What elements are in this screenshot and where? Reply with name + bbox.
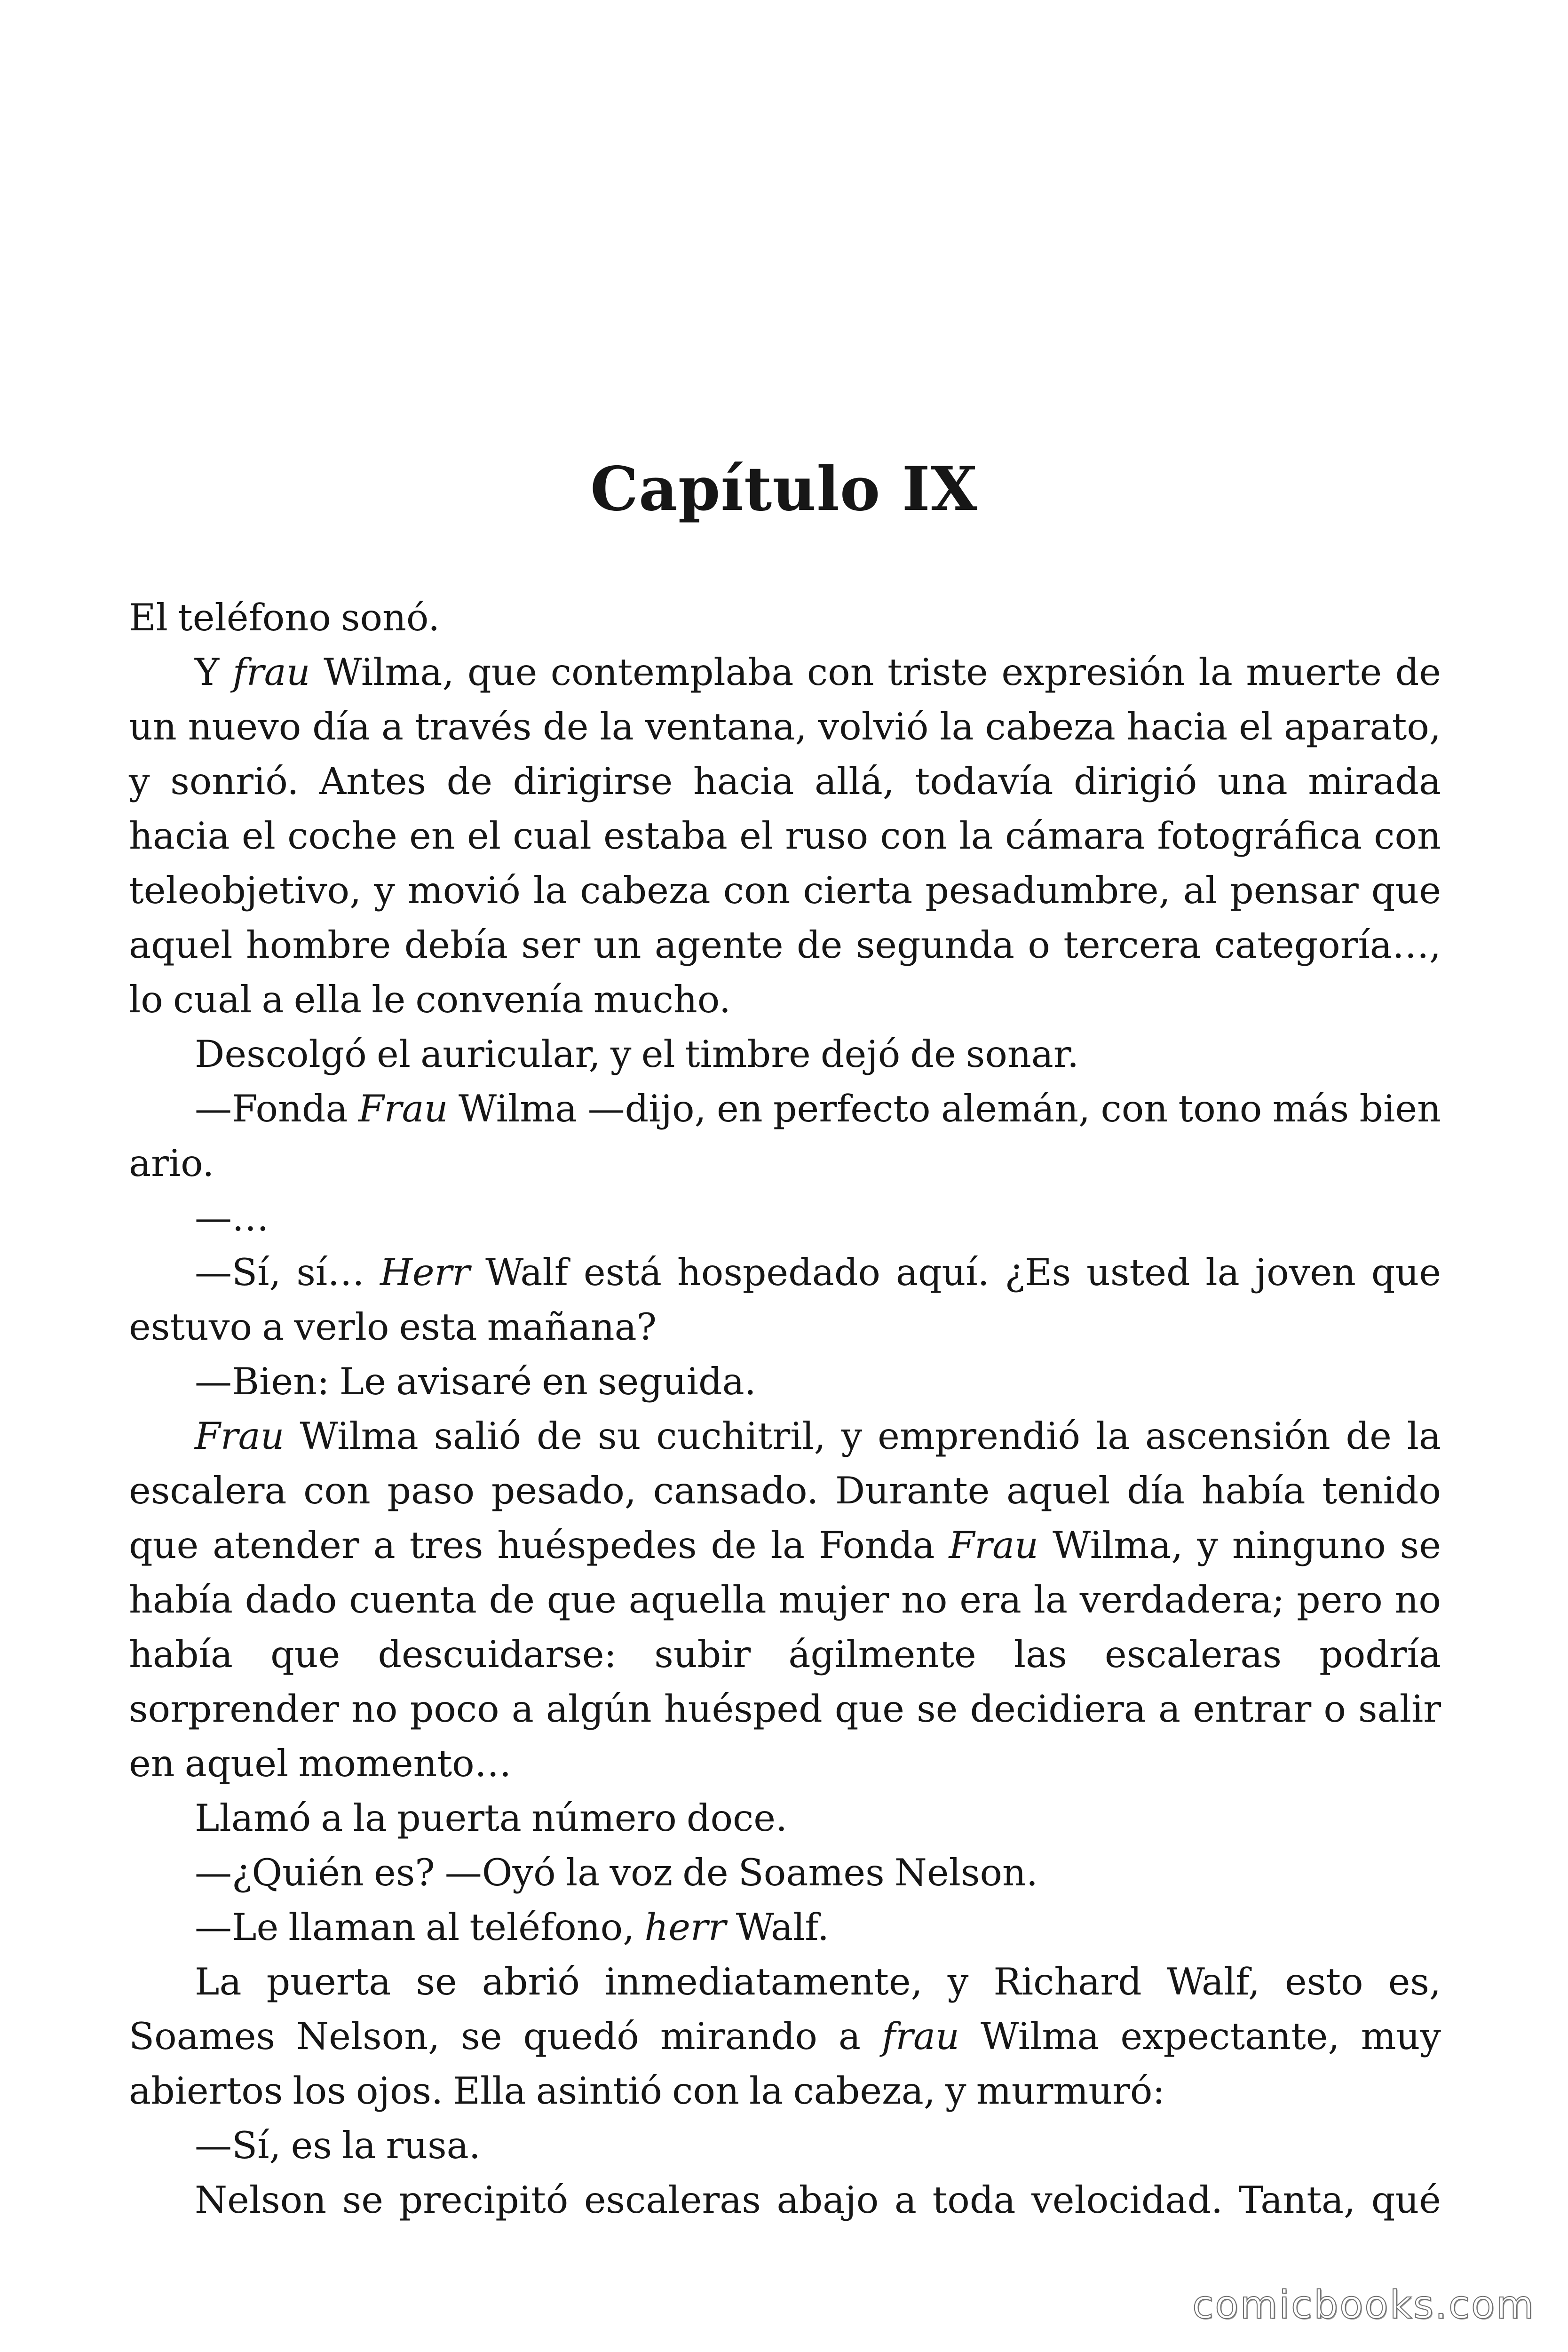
text-run: Wilma, que contemplaba con triste expresión la muerte de un nuevo día a través de la ventana, volvió la cabeza hacia el aparato, y sonrió. Antes de dirigirse hacia allá, todavía dirigió una mirada hacia el coche en el cual estaba el ruso con la cámara fotográfica con teleobjetivo, y movió la cabeza con cierta pesadumbre, al pensar que aquel hombre debía ser un agente de segunda o tercera categoría…, lo cual a ella le convenía mucho. (129, 651, 1441, 1021)
paragraph (129, 1791, 1441, 1845)
text-run: La puerta se abrió inmediatamente, y Richard Walf, esto es, Soames Nelson, se quedó mirando a (129, 1960, 1441, 2058)
text-run: Wilma —dijo, en perfecto alemán, con tono más bien ario. (129, 1087, 1441, 1185)
text-run: —Sí, sí… (195, 1251, 380, 1294)
paragraph (129, 1955, 1441, 2118)
text-run: Wilma expectante, muy abiertos los ojos. Ella asintió con la cabeza, y murmuró: (129, 2015, 1441, 2113)
watermark: comicbooks.com (1192, 2283, 1535, 2328)
italic-run: frau (882, 2015, 959, 2058)
italic-run: Frau (358, 1087, 448, 1130)
paragraph (129, 1900, 1441, 1955)
paragraph (129, 2118, 1441, 2173)
paragraph (129, 1245, 1441, 1354)
paragraph (129, 1081, 1441, 1191)
paragraph (129, 1027, 1441, 1081)
text-run: Nelson se precipitó escaleras abajo a toda velocidad. Tanta, qué (195, 2178, 1441, 2222)
chapter-body (129, 590, 1441, 2227)
paragraph (129, 1191, 1441, 1245)
italic-run: Frau (949, 1524, 1039, 1567)
text-run: —¿Quién es? —Oyó la voz de Soames Nelson. (195, 1851, 1038, 1894)
paragraph (129, 1845, 1441, 1900)
text-run: Walf está hospedado aquí. ¿Es usted la joven que estuvo a verlo esta mañana? (129, 1251, 1441, 1349)
text-run: —Bien: Le avisaré en seguida. (195, 1360, 756, 1403)
paragraph (129, 1409, 1441, 1791)
text-run: Walf. (726, 1906, 829, 1949)
text-run: —Le llaman al teléfono, (195, 1906, 645, 1949)
text-run: —… (195, 1196, 269, 1240)
italic-run: Herr (380, 1251, 470, 1294)
text-run: Llamó a la puerta número doce. (195, 1796, 788, 1840)
paragraph (129, 590, 1441, 645)
chapter-title: Capítulo IX (590, 454, 978, 524)
text-run: Wilma, y ninguno se había dado cuenta de que aquella mujer no era la verdadera; pero no había que descuidarse: subir ágilmente las escaleras podría sorprender no poco a algún huésped que se decidiera a entrar o salir en aquel momento… (129, 1524, 1441, 1785)
italic-run: Frau (195, 1414, 285, 1458)
italic-run: herr (644, 1906, 726, 1949)
italic-run: frau (232, 651, 310, 694)
text-run: —Fonda (195, 1087, 358, 1130)
text-run: El teléfono sonó. (129, 596, 440, 639)
text-run: Wilma salió de su cuchitril, y emprendió la ascensión de la escalera con paso pesado, cansado. Durante aquel día había tenido que atender a tres huéspedes de la Fonda (129, 1414, 1441, 1567)
paragraph (129, 2173, 1441, 2227)
text-run: Y (195, 651, 233, 694)
text-run: —Sí, es la rusa. (195, 2124, 481, 2167)
paragraph (129, 1354, 1441, 1409)
paragraph (129, 645, 1441, 1027)
text-run: Descolgó el auricular, y el timbre dejó de sonar. (195, 1033, 1079, 1076)
